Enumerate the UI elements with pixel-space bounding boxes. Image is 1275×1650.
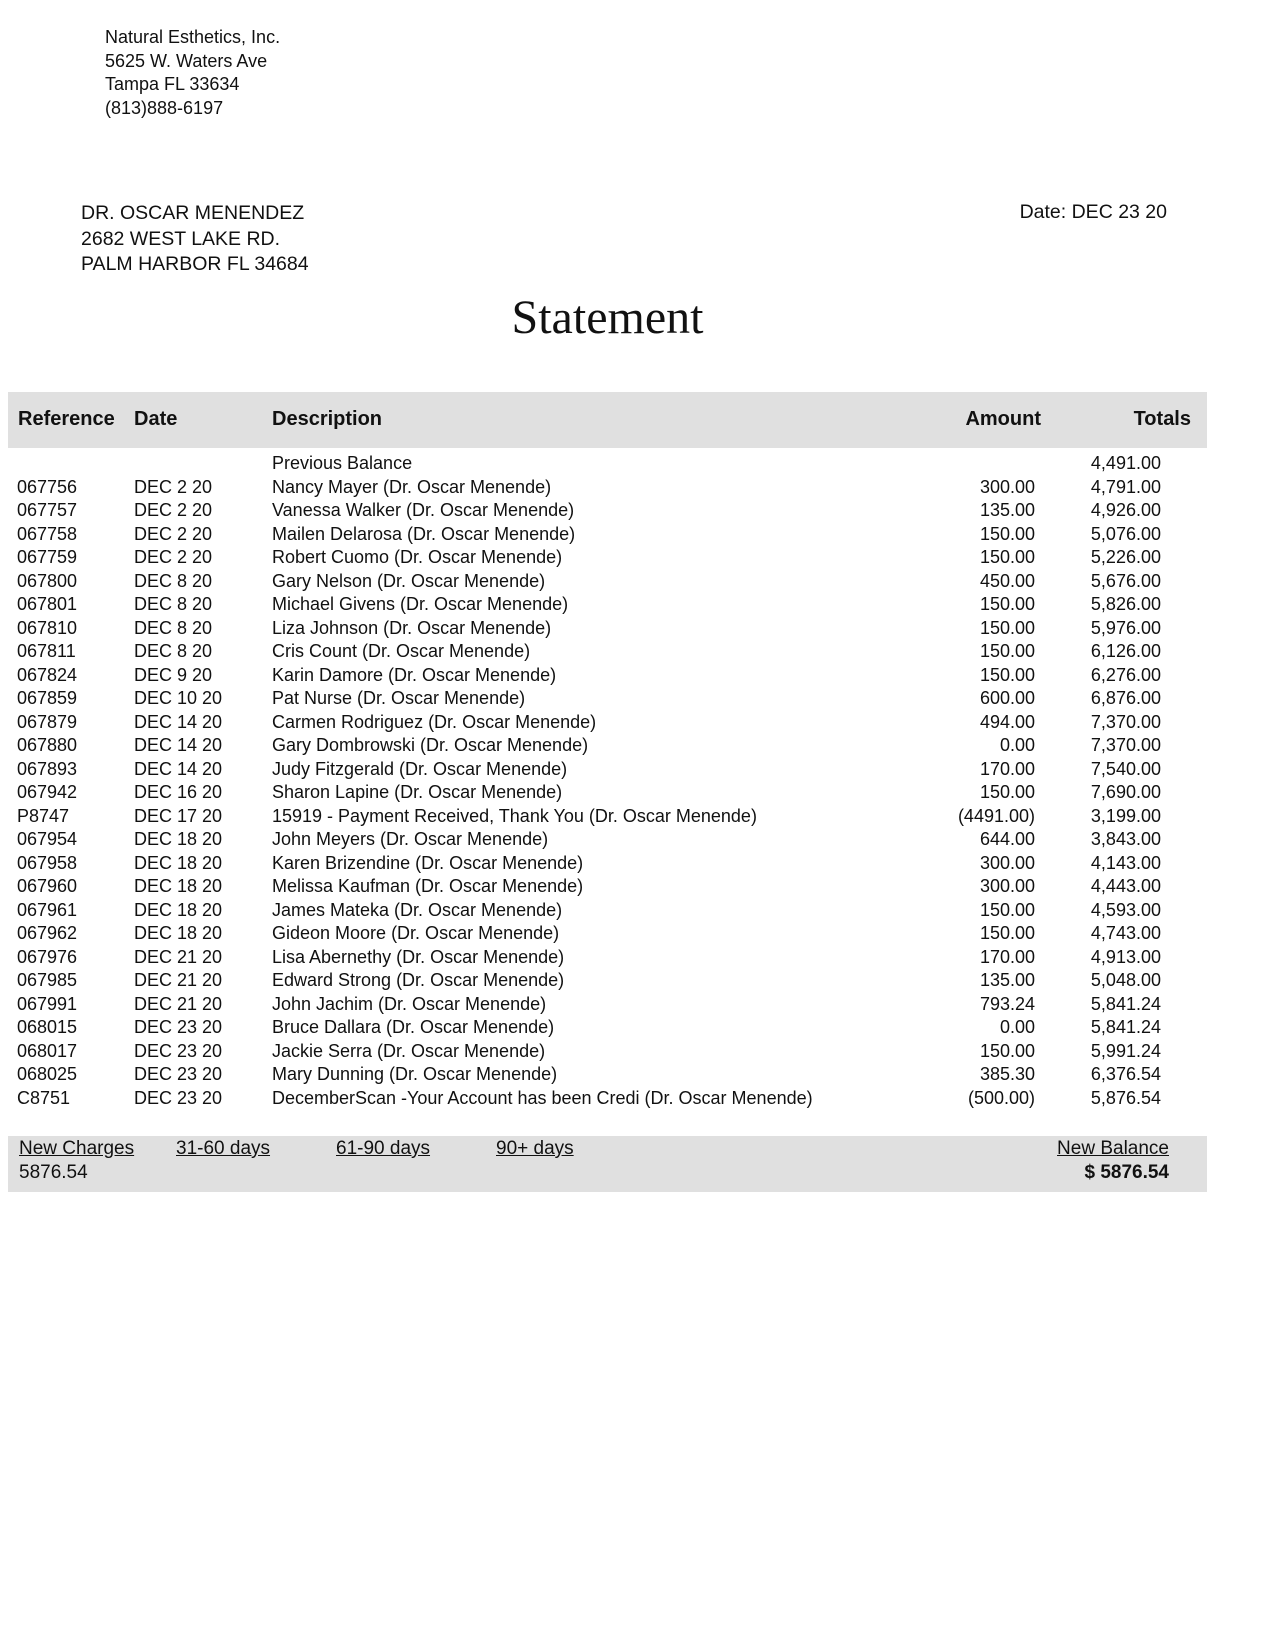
row-description: Bruce Dallara (Dr. Oscar Menende)	[272, 1017, 555, 1037]
row-reference: 067757	[17, 500, 78, 520]
row-description: Robert Cuomo (Dr. Oscar Menende)	[272, 547, 563, 567]
row-reference: 067758	[17, 523, 78, 544]
row-amount: 150.00	[979, 617, 1035, 638]
row-total: 4,926.00	[1090, 500, 1161, 520]
table-row	[0, 711, 1275, 735]
row-description: Melissa Kaufman (Dr. Oscar Menende)	[272, 876, 584, 896]
row-date: DEC 16 20	[134, 782, 223, 802]
row-description: John Meyers (Dr. Oscar Menende)	[272, 829, 549, 849]
column-header-description: Description	[272, 408, 383, 430]
row-total: 5,076.00	[1090, 523, 1161, 544]
row-amount: 300.00	[979, 476, 1035, 497]
row-reference: 067880	[17, 735, 78, 755]
row-reference: 067942	[17, 782, 78, 802]
row-date: DEC 8 20	[134, 617, 213, 638]
row-reference: 068015	[17, 1017, 78, 1037]
table-row	[0, 875, 1275, 899]
days-90-plus-label: 90+ days	[496, 1138, 574, 1159]
row-reference: 067954	[17, 829, 78, 849]
row-total: 6,276.00	[1090, 664, 1161, 685]
row-date: DEC 17 20	[134, 805, 223, 826]
table-row	[0, 664, 1275, 688]
table-row	[0, 993, 1275, 1017]
recipient-name: DR. OSCAR MENENDEZ	[81, 202, 305, 224]
row-reference: 068025	[17, 1064, 78, 1084]
recipient-city: PALM HARBOR FL 34684	[81, 253, 309, 275]
row-date: DEC 14 20	[134, 758, 223, 779]
table-row	[0, 828, 1275, 852]
statement-date: Date: DEC 23 20	[1019, 201, 1167, 223]
row-amount: 0.00	[999, 735, 1035, 755]
transaction-list	[0, 452, 1275, 1110]
row-description: Nancy Mayer (Dr. Oscar Menende)	[272, 476, 552, 497]
new-balance-label: New Balance	[1057, 1138, 1169, 1159]
row-date: DEC 10 20	[134, 688, 223, 708]
row-total: 5,876.54	[1090, 1087, 1161, 1108]
row-date: DEC 8 20	[134, 570, 213, 591]
row-total: 5,841.24	[1090, 1017, 1161, 1037]
row-amount: 170.00	[979, 758, 1035, 779]
row-description: Edward Strong (Dr. Oscar Menende)	[272, 970, 565, 990]
row-total: 4,443.00	[1090, 876, 1161, 896]
row-reference: 067991	[17, 993, 78, 1014]
row-amount: 150.00	[979, 782, 1035, 802]
row-reference: 067958	[17, 852, 78, 873]
row-reference: 067962	[17, 923, 78, 943]
row-total: 4,743.00	[1090, 923, 1161, 943]
row-total: 7,540.00	[1090, 758, 1161, 779]
row-total: 4,593.00	[1090, 899, 1161, 920]
row-reference: 067961	[17, 899, 78, 920]
row-amount: 644.00	[979, 829, 1035, 849]
row-reference: 067976	[17, 946, 78, 967]
row-date: DEC 18 20	[134, 852, 223, 873]
row-date: DEC 2 20	[134, 500, 213, 520]
table-row	[0, 546, 1275, 570]
new-balance-value: $ 5876.54	[1084, 1162, 1169, 1183]
row-amount: 793.24	[979, 993, 1035, 1014]
table-header	[8, 392, 1207, 448]
row-reference: 067879	[17, 711, 78, 732]
table-row	[0, 687, 1275, 711]
row-description: Sharon Lapine (Dr. Oscar Menende)	[272, 782, 563, 802]
column-header-reference: Reference	[18, 408, 115, 430]
column-header-amount: Amount	[965, 408, 1041, 430]
row-reference: 067800	[17, 570, 78, 591]
row-description: 15919 - Payment Received, Thank You (Dr. Oscar Menende)	[272, 805, 757, 826]
row-reference: 067985	[17, 970, 78, 990]
row-date: DEC 18 20	[134, 876, 223, 896]
row-description: Previous Balance	[272, 453, 413, 473]
row-description: DecemberScan -Your Account has been Credi (Dr. Oscar Menende)	[272, 1087, 813, 1108]
row-amount: 494.00	[979, 711, 1035, 732]
row-description: Judy Fitzgerald (Dr. Oscar Menende)	[272, 758, 568, 779]
row-reference: 067759	[17, 547, 78, 567]
row-description: Lisa Abernethy (Dr. Oscar Menende)	[272, 946, 565, 967]
row-description: Mary Dunning (Dr. Oscar Menende)	[272, 1064, 558, 1084]
column-header-totals: Totals	[1133, 408, 1191, 430]
recipient-street: 2682 WEST LAKE RD.	[81, 227, 281, 250]
row-description: Jackie Serra (Dr. Oscar Menende)	[272, 1040, 546, 1061]
row-date: DEC 2 20	[134, 476, 213, 497]
row-total: 5,048.00	[1090, 970, 1161, 990]
row-amount: 150.00	[979, 664, 1035, 685]
table-row	[0, 969, 1275, 993]
row-date: DEC 23 20	[134, 1017, 223, 1037]
row-date: DEC 21 20	[134, 993, 223, 1014]
row-amount: 135.00	[979, 970, 1035, 990]
table-row	[0, 805, 1275, 829]
row-description: James Mateka (Dr. Oscar Menende)	[272, 899, 563, 920]
row-amount: 150.00	[979, 523, 1035, 544]
row-amount: 135.00	[979, 500, 1035, 520]
company-phone: (813)888-6197	[105, 97, 224, 118]
row-date: DEC 21 20	[134, 946, 223, 967]
table-row	[0, 758, 1275, 782]
row-description: Vanessa Walker (Dr. Oscar Menende)	[272, 500, 575, 520]
table-row	[0, 476, 1275, 500]
row-reference: 067893	[17, 758, 78, 779]
table-row	[0, 1016, 1275, 1040]
row-amount: 0.00	[999, 1017, 1035, 1037]
table-row	[0, 1040, 1275, 1064]
row-date: DEC 8 20	[134, 594, 213, 614]
table-row	[0, 640, 1275, 664]
row-reference: 067810	[17, 617, 78, 638]
row-total: 7,370.00	[1090, 735, 1161, 755]
row-reference: 067756	[17, 476, 78, 497]
page-title: Statement	[511, 291, 704, 344]
row-total: 4,913.00	[1090, 946, 1161, 967]
row-amount: 150.00	[979, 547, 1035, 567]
table-row	[0, 781, 1275, 805]
row-total: 5,991.24	[1090, 1040, 1161, 1061]
row-total: 5,226.00	[1090, 547, 1161, 567]
row-amount: 150.00	[979, 594, 1035, 614]
row-total: 4,491.00	[1090, 453, 1161, 473]
table-row	[0, 452, 1275, 476]
row-date: DEC 23 20	[134, 1087, 223, 1108]
table-row	[0, 523, 1275, 547]
row-date: DEC 23 20	[134, 1064, 223, 1084]
row-amount: 300.00	[979, 876, 1035, 896]
row-total: 5,841.24	[1090, 993, 1161, 1014]
row-description: Karen Brizendine (Dr. Oscar Menende)	[272, 852, 584, 873]
row-amount: (4491.00)	[957, 805, 1035, 826]
row-description: Liza Johnson (Dr. Oscar Menende)	[272, 617, 552, 638]
row-date: DEC 2 20	[134, 547, 213, 567]
row-reference: 067801	[17, 594, 78, 614]
row-description: Cris Count (Dr. Oscar Menende)	[272, 641, 531, 661]
row-description: Carmen Rodriguez (Dr. Oscar Menende)	[272, 711, 597, 732]
row-description: Gary Dombrowski (Dr. Oscar Menende)	[272, 735, 589, 755]
row-date: DEC 18 20	[134, 899, 223, 920]
new-charges-label: New Charges	[19, 1138, 135, 1159]
table-row	[0, 617, 1275, 641]
row-total: 4,143.00	[1090, 852, 1161, 873]
row-description: Gary Nelson (Dr. Oscar Menende)	[272, 570, 546, 591]
row-description: Gideon Moore (Dr. Oscar Menende)	[272, 923, 560, 943]
row-amount: 150.00	[979, 1040, 1035, 1061]
row-date: DEC 8 20	[134, 641, 213, 661]
row-amount: 170.00	[979, 946, 1035, 967]
row-total: 6,126.00	[1090, 641, 1161, 661]
new-charges-value: 5876.54	[19, 1162, 88, 1183]
row-amount: 150.00	[979, 899, 1035, 920]
row-reference: 067824	[17, 664, 78, 685]
row-date: DEC 23 20	[134, 1040, 223, 1061]
row-total: 3,199.00	[1090, 805, 1161, 826]
company-address	[105, 26, 280, 120]
row-description: Michael Givens (Dr. Oscar Menende)	[272, 594, 569, 614]
table-row	[0, 922, 1275, 946]
table-row	[0, 946, 1275, 970]
row-reference: 068017	[17, 1040, 78, 1061]
row-description: Karin Damore (Dr. Oscar Menende)	[272, 664, 557, 685]
days-61-90-label: 61-90 days	[336, 1138, 431, 1159]
column-header-date: Date	[134, 408, 178, 430]
days-31-60-label: 31-60 days	[176, 1138, 271, 1159]
row-total: 3,843.00	[1090, 829, 1161, 849]
row-reference: 067859	[17, 688, 78, 708]
row-amount: 150.00	[979, 923, 1035, 943]
row-total: 5,676.00	[1090, 570, 1161, 591]
row-description: Mailen Delarosa (Dr. Oscar Menende)	[272, 523, 576, 544]
row-reference: P8747	[17, 805, 70, 826]
row-total: 7,370.00	[1090, 711, 1161, 732]
row-date: DEC 14 20	[134, 735, 223, 755]
row-total: 6,376.54	[1090, 1064, 1161, 1084]
row-date: DEC 18 20	[134, 923, 223, 943]
row-total: 4,791.00	[1090, 476, 1161, 497]
row-total: 7,690.00	[1090, 782, 1161, 802]
statement-footer	[8, 1136, 1207, 1192]
row-date: DEC 2 20	[134, 523, 213, 544]
table-row	[0, 499, 1275, 523]
row-amount: 300.00	[979, 852, 1035, 873]
row-total: 6,876.00	[1090, 688, 1161, 708]
company-city: Tampa FL 33634	[105, 74, 240, 94]
row-reference: 067960	[17, 876, 78, 896]
recipient-address	[81, 201, 309, 278]
row-amount: 385.30	[979, 1064, 1035, 1084]
company-street: 5625 W. Waters Ave	[105, 50, 268, 71]
table-row	[0, 852, 1275, 876]
row-total: 5,976.00	[1090, 617, 1161, 638]
row-description: John Jachim (Dr. Oscar Menende)	[272, 993, 547, 1014]
table-row	[0, 899, 1275, 923]
row-reference: 067811	[17, 641, 76, 661]
table-row	[0, 1063, 1275, 1087]
row-date: DEC 21 20	[134, 970, 223, 990]
row-total: 5,826.00	[1090, 594, 1161, 614]
table-row	[0, 734, 1275, 758]
row-amount: 150.00	[979, 641, 1035, 661]
table-row	[0, 593, 1275, 617]
row-amount: 450.00	[979, 570, 1035, 591]
company-name: Natural Esthetics, Inc.	[105, 27, 281, 47]
row-amount: (500.00)	[967, 1087, 1035, 1108]
row-date: DEC 9 20	[134, 664, 213, 685]
row-description: Pat Nurse (Dr. Oscar Menende)	[272, 688, 526, 708]
row-date: DEC 14 20	[134, 711, 223, 732]
row-date: DEC 18 20	[134, 829, 223, 849]
table-row	[0, 1087, 1275, 1111]
row-reference: C8751	[17, 1087, 71, 1108]
table-row	[0, 570, 1275, 594]
row-amount: 600.00	[979, 688, 1035, 708]
